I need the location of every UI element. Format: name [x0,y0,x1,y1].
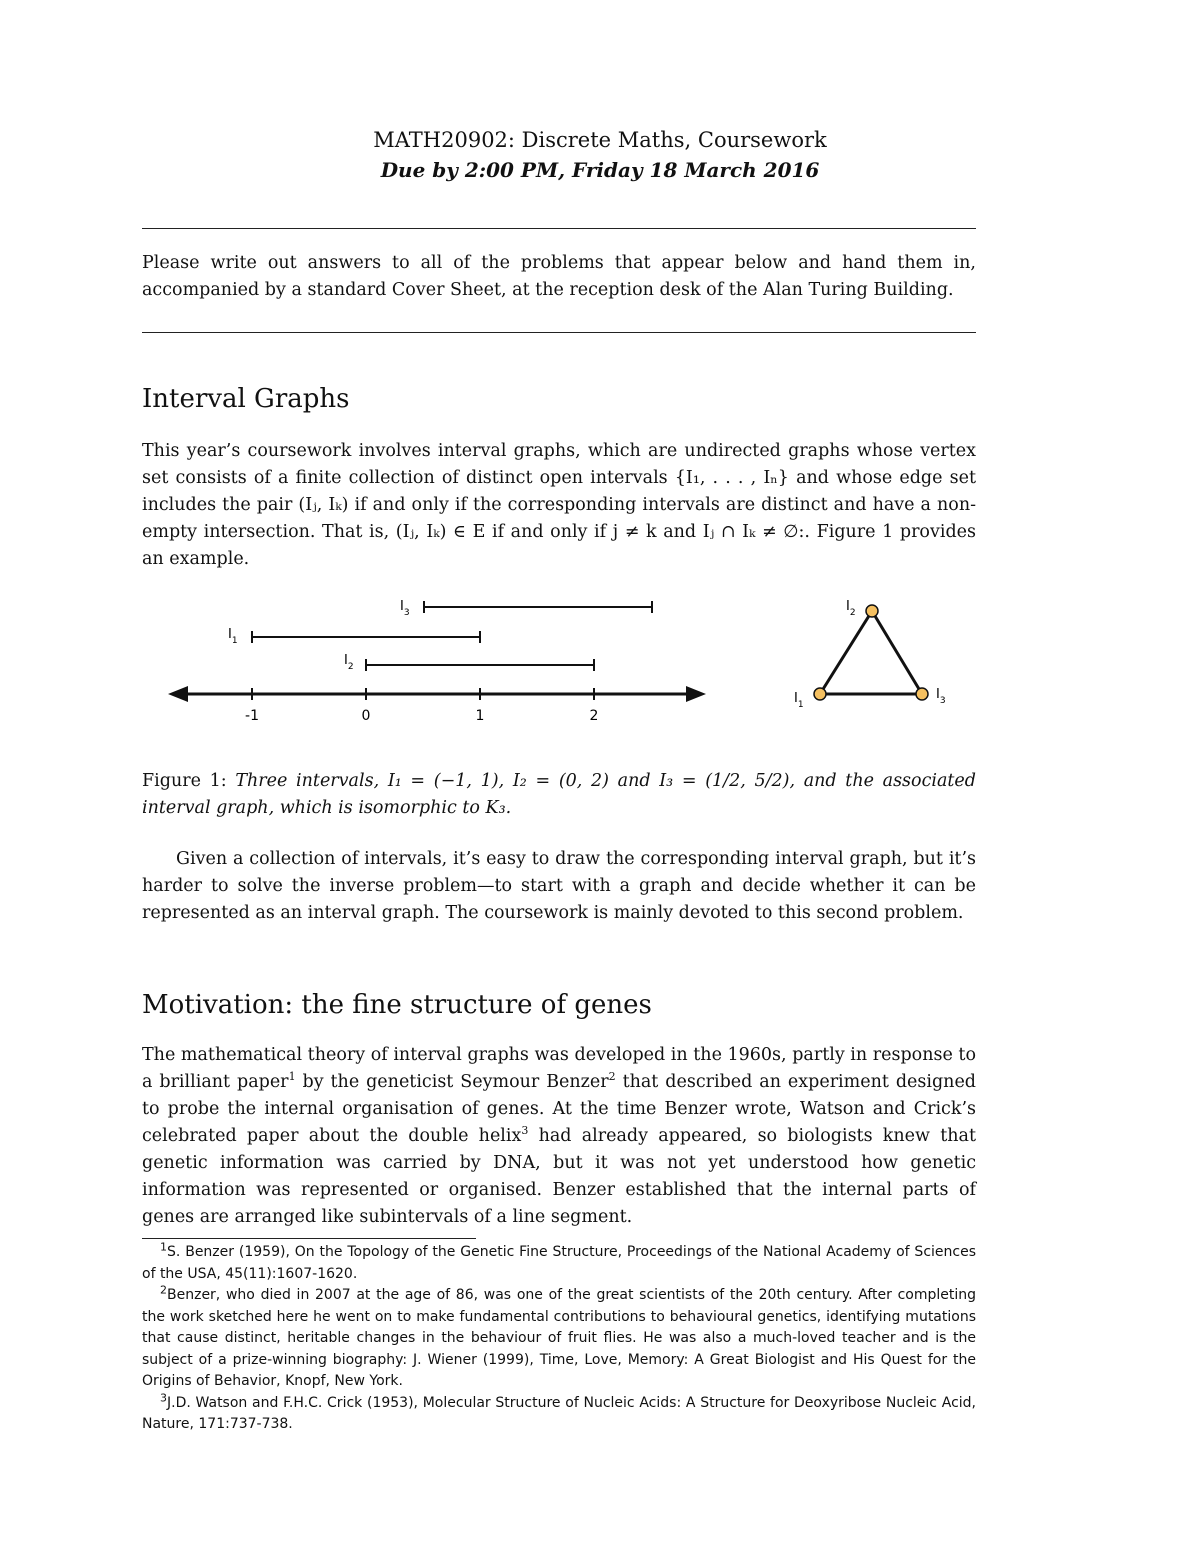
tick-label: -1 [245,708,259,724]
graph-vertex-i2 [866,605,878,617]
tick-label: 1 [475,708,485,724]
motivation-text: The mathematical theory of interval graphs was developed in the 1960s, partly in response to a brilliant paper [142,1045,976,1092]
number-line-left-arrow [168,686,188,702]
footnote [142,1390,976,1436]
graph-edge [820,611,872,694]
caption-label: Figure 1: [142,771,227,791]
footnote-ref: 2 [608,1070,616,1084]
document-title: MATH20902: Discrete Maths, Coursework [373,128,827,152]
footnote-text: J.D. Watson and F.H.C. Crick (1953), Molecular Structure of Nucleic Acids: A Structure for Deoxyribose Nucleic Acid, Nature, 171:737-738. [142,1394,976,1432]
graph-vertex-i3 [916,688,928,700]
footnote-text: S. Benzer (1959), On the Topology of the Genetic Fine Structure, Proceedings of the National Academy of Sciences of the USA, 45(11):1607-1620. [142,1244,976,1282]
footnote [142,1242,976,1285]
footnotes [142,1242,976,1436]
motivation-paragraph [142,1042,976,1231]
figure-caption [142,768,976,822]
tick-label: 2 [589,708,599,724]
footnote-rule [142,1238,476,1239]
footnote-mark: 3 [160,1390,167,1404]
inverse-problem-paragraph: Given a collection of intervals, it’s easy to draw the corresponding interval graph, but it’s harder to solve the inverse problem—to start with a graph and decide whether it can be represented as an interval graph. The coursework is mainly devoted to this second problem. [142,849,976,923]
footnote-ref: 1 [288,1070,296,1084]
tick-label: 0 [361,708,371,724]
interval-graphs-paragraph: This year’s coursework involves interval graphs, which are undirected graphs whose vertex set consists of a finite collection of distinct open intervals {I₁, . . . , Iₙ} and whose edge set includes the pair (Iⱼ, Iₖ) if and only if the corresponding intervals are distinct and have a non-empty intersection. That is, (Iⱼ, Iₖ) ∈ E if and only if j ≠ k and Iⱼ ∩ Iₖ ≠ ∅:. Figure 1 provides an example. [142,441,976,569]
number-line-right-arrow [686,686,706,702]
footnote-ref: 3 [521,1124,529,1138]
graph-label-i3: $I_3$ [936,687,946,706]
divider-top [142,228,976,229]
graph-vertex-i1 [814,688,826,700]
graph-label-i1: $I_1$ [794,691,804,710]
footnote-text: Benzer, who died in 2007 at the age of 86, was one of the great scientists of the 20th century. After completing the work sketched here he went on to make fundamental contributions to behavioural genetics, identifying mutations that cause distinct, heritable changes in the behaviour of fruit flies. He was also a much-loved teacher and is the subject of a prize-winning biography: J. Wiener (1999), Time, Love, Memory: A Great Biologist and His Quest for the Origins of Behavior, Knopf, New York. [142,1287,976,1389]
graph-edge [872,611,922,694]
motivation-text: had already appeared, so biologists knew that genetic information was carried by DNA, but it was not yet understood how genetic information was represented or organised. Benzer established that the internal parts of genes are arranged like subintervals of a line segment. [142,1126,976,1227]
motivation-text: by the geneticist Seymour Benzer [295,1072,609,1092]
section-heading-interval-graphs: Interval Graphs [142,384,350,414]
graph-label-i2: $I_2$ [846,599,856,618]
footnote [142,1285,976,1393]
footnote-mark: 1 [160,1240,167,1254]
divider-bottom [142,332,976,333]
figure-intervals [140,590,960,730]
due-date: Due by 2:00 PM, Friday 18 March 2016 [380,158,820,182]
interval-label-i2: $I_2$ [344,653,354,672]
footnote-mark: 2 [160,1283,167,1297]
caption-text: Three intervals, I₁ = (−1, 1), I₂ = (0, 2) and I₃ = (1/2, 5/2), and the associated interval graph, which is isomorphic to K₃. [142,771,976,818]
interval-label-i1: $I_1$ [228,627,238,646]
intro-paragraph: Please write out answers to all of the problems that appear below and hand them in, accompanied by a standard Cover Sheet, at the reception desk of the Alan Turing Building. [142,253,976,300]
interval-label-i3: $I_3$ [400,599,410,618]
motivation-text: that described an experiment designed to probe the internal organisation of genes. At the time Benzer wrote, Watson and Crick’s celebrated paper about the double helix [142,1072,977,1146]
section-heading-motivation: Motivation: the fine structure of genes [142,990,652,1020]
